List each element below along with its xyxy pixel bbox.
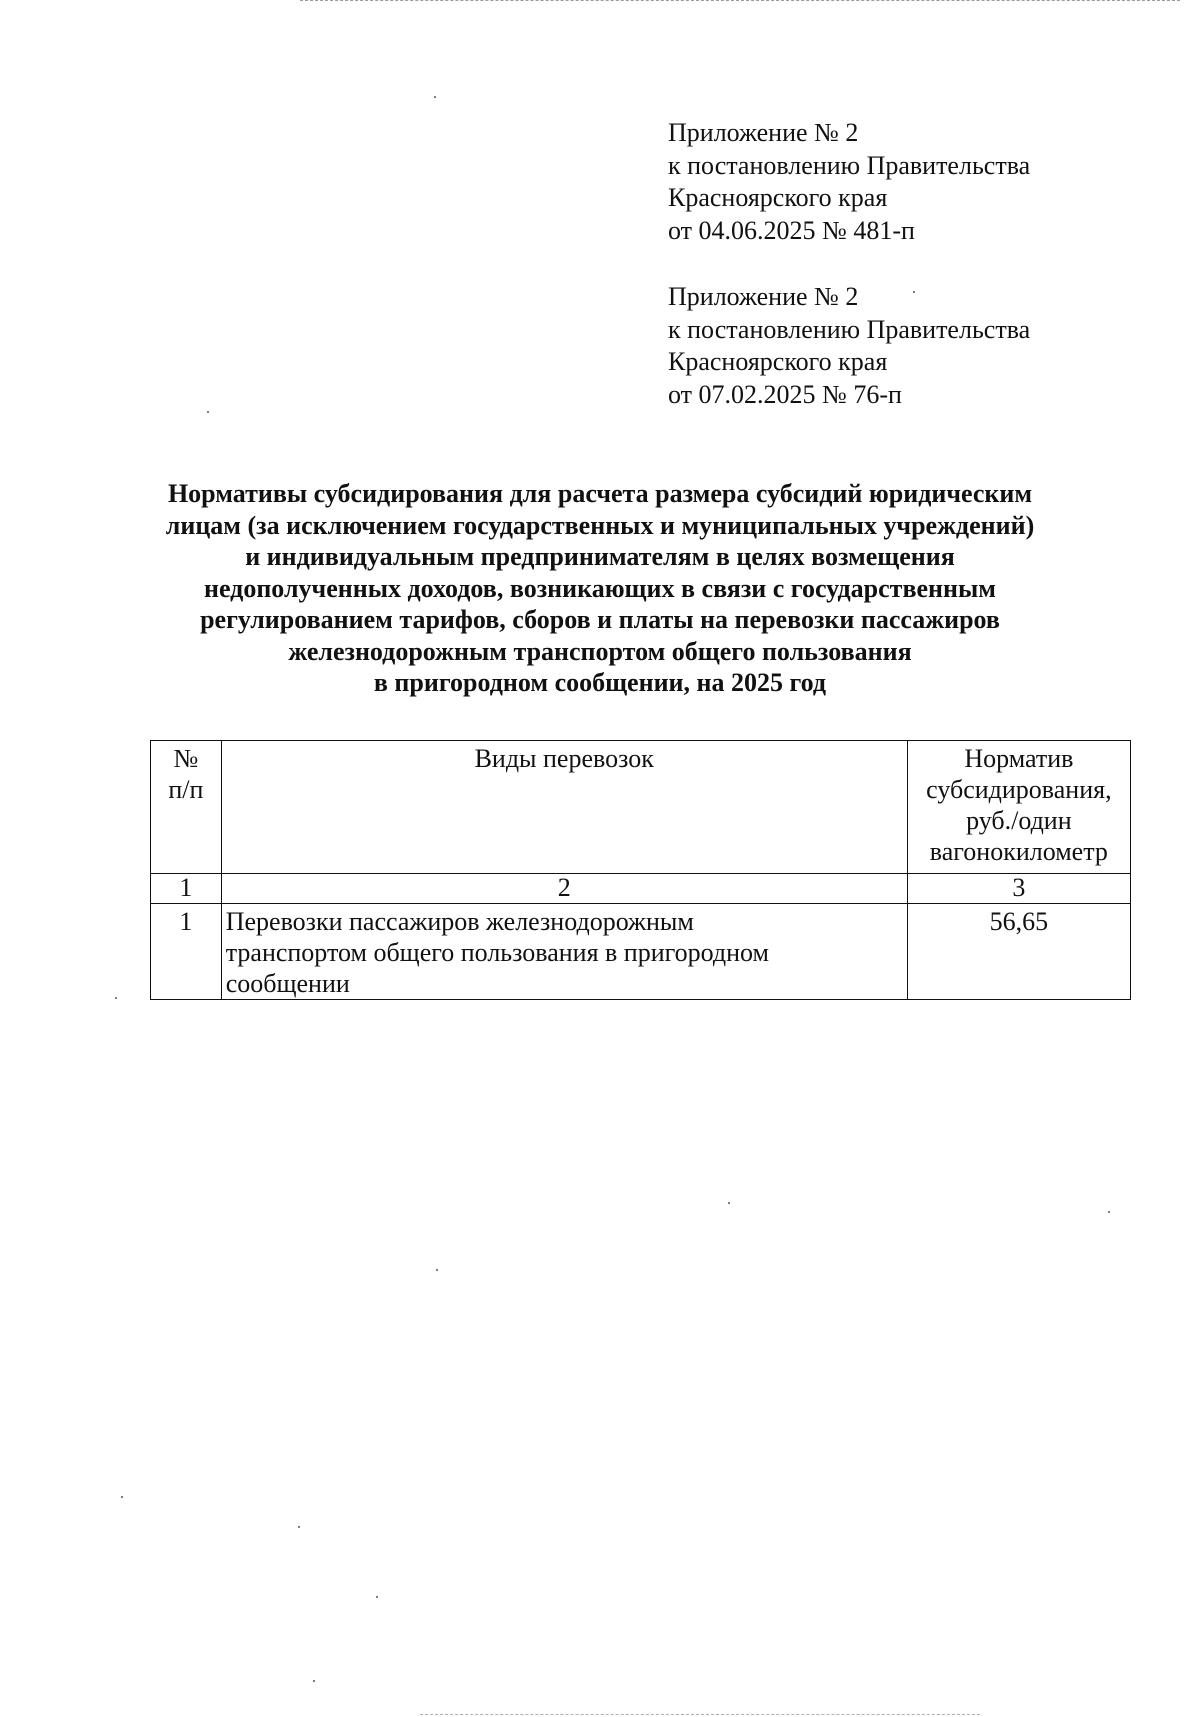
row-kind-text: транспортом общего пользования в пригородном [225,938,770,967]
column-number-cell: 3 [907,874,1130,904]
scan-speck [313,1680,315,1682]
table-row [151,904,1131,1000]
appendix-note-current [668,117,1188,247]
header-cell-number [151,741,222,874]
scan-speck [115,997,117,999]
header-text: Норматив [964,744,1074,773]
appendix-line: от 07.02.2025 № 76-п [668,379,902,409]
row-kind-text: Перевозки пассажиров железнодорожным [225,907,694,936]
row-number-cell: 1 [151,904,222,1000]
scan-speck [207,411,209,413]
scan-edge-bottom [420,1714,980,1716]
column-number-cell: 1 [151,874,222,904]
title-line: лицам (за исключением государственных и муниципальных учреждений) [165,510,1035,540]
scan-speck [434,96,436,98]
appendix-line: Приложение № 2 [668,118,859,147]
appendix-line: от 04.06.2025 № 481-п [668,215,915,245]
appendix-line: к постановлению Правительства [668,314,1031,344]
column-number-cell: 2 [221,874,907,904]
header-cell-kind [221,741,907,874]
appendix-line: Красноярского края [668,347,888,376]
column-number-row [151,874,1131,904]
appendix-line: к постановлению Правительства [668,150,1031,180]
scan-speck [376,1596,378,1598]
title-line: Нормативы субсидирования для расчета размера субсидий юридическим [167,479,1033,508]
header-text: № [173,744,199,773]
scan-speck [1108,1211,1110,1213]
appendix-line: Приложение № 2 [668,282,859,311]
title-line: регулированием тарифов, сборов и платы на перевозки пассажиров [200,605,1000,634]
scan-speck [121,1496,123,1498]
header-text: руб./один [966,806,1072,835]
title-line: недополученных доходов, возникающих в связи с государственным [204,573,996,603]
title-line: и индивидуальным предпринимателям в целях возмещения [245,542,955,571]
row-norm-value-cell: 56,65 [907,904,1130,1000]
row-kind-text: сообщении [225,969,350,998]
scan-speck [436,1269,438,1271]
header-text: Виды перевозок [474,744,654,773]
scan-edge-top [300,0,1180,2]
header-text: п/п [168,775,204,804]
row-kind-cell [221,904,907,1000]
appendix-note-previous [668,281,1188,411]
appendix-line: Красноярского края [668,183,888,212]
header-text: вагонокилометр [929,837,1108,866]
title-line: железнодорожным транспортом общего пользования [288,636,912,666]
table-header-row [151,741,1131,874]
scan-speck [298,1526,300,1528]
subsidy-norms-table [150,740,1131,1000]
document-title [140,478,1060,699]
header-cell-norm [907,741,1130,874]
header-text: субсидирования, [926,775,1112,804]
scan-speck [728,1202,730,1204]
scan-speck [913,291,915,293]
title-line: в пригородном сообщении, на 2025 год [373,668,827,697]
